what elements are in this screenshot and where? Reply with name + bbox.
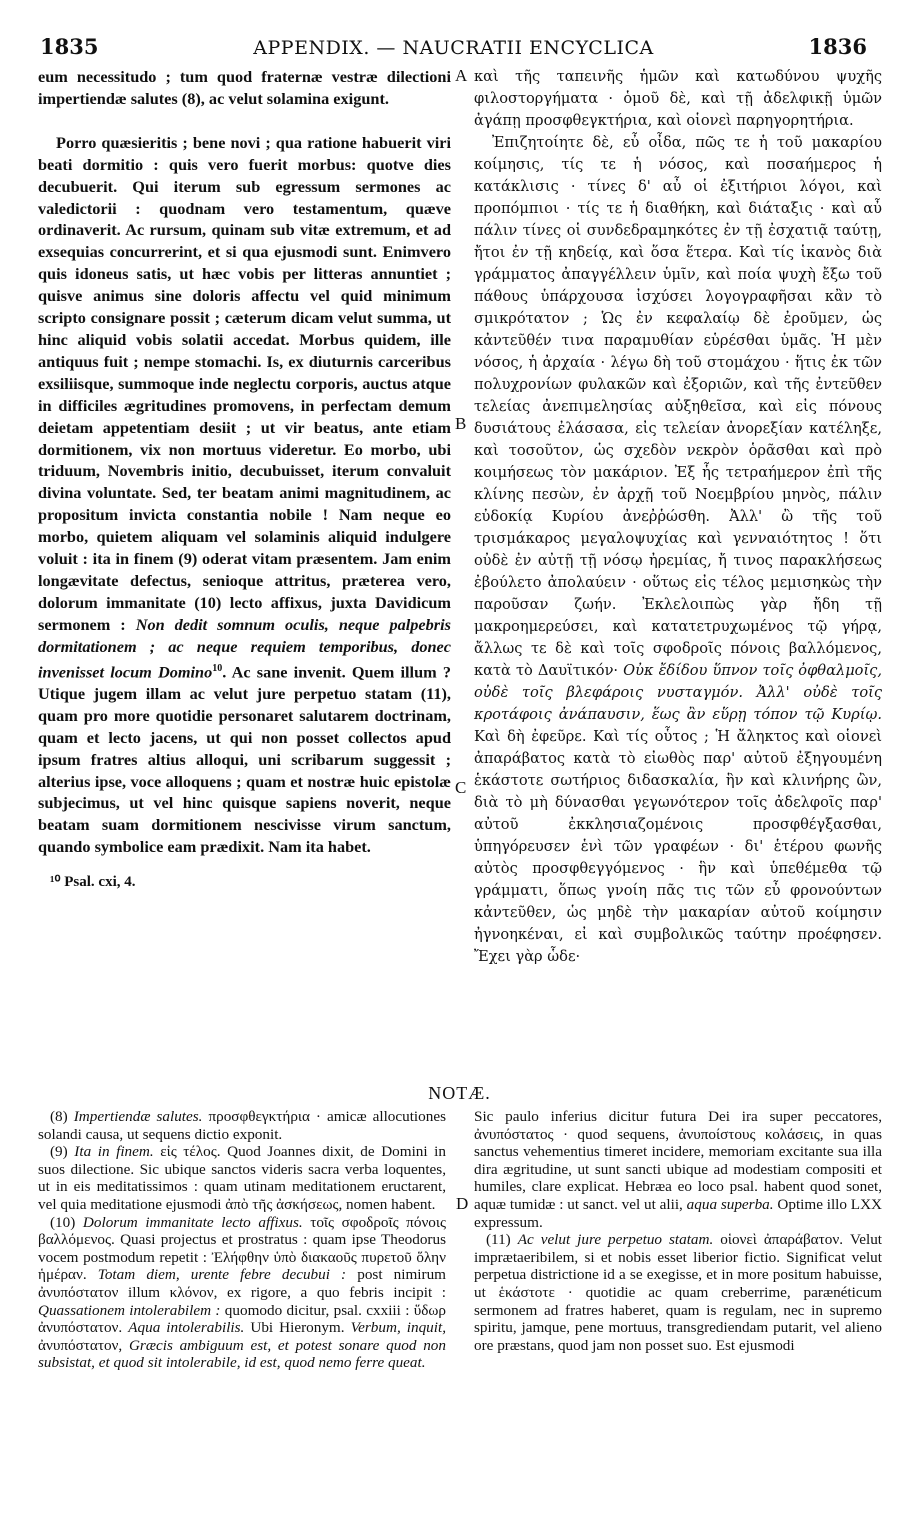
greek-paragraph-1: καὶ τῆς ταπεινῆς ἡμῶν καὶ κατωδύνου ψυχῆς φιλοστοργήματα · ὁμοῦ δὲ, καὶ τῇ ἀδελφικῇ ὑμῶν ἀγάπῃ προσφθεγκτήρια, καὶ οἱονεὶ παρηγορητήρια.: [474, 68, 882, 129]
note-10-italic-3: Aqua intolerabilis.: [128, 1319, 245, 1337]
latin-paragraph-2: [38, 132, 451, 858]
latin-paragraph-2-end: . Ac sane invenit. Quem illum ? Utique jugem illam ac velut jure perpetuo statam (11), quam pro more quotidie personaret salutarem doctrinam, quam et lecto jacens, ut qui non posset collectos apud ipsum fratres altius alloqui, uni scribarum suggessit ; alterius ipse, voce alloquens ; quam et nostræ huic epistolæ subjecimus, ut vel hinc quisque sapiens noverit, neque beatam suam dormitionem nescivisse virum sanctum, quando symbolice eam prædixit. Nam ita habet.: [38, 661, 451, 857]
latin-column: [38, 66, 451, 894]
latin-paragraph-1: eum necessitudo ; tum quod fraternæ vestræ dilectioni impertiendæ salutes (8), ac velut solamina exigunt.: [38, 67, 451, 108]
note-9-text: εἰς τέλος. Quod Joannes dixit, de Domini in suos dilectione. Sic ubique sanctos videris sacra verba loquentes, ut in eis meditatissimos : quam utinam meditationem eructarent, vel quia meditatione ejusmodi ἀπὸ τῆς ἀσκήσεως, nomen habent.: [38, 1143, 446, 1213]
note-10-text-e: ἀνυπόστατον,: [38, 1336, 129, 1354]
note-11-text: οἱονεὶ ἀπαράβατον. Velut imprætaeribilem, si et nobis esset liberior fictio. Significat velut perpetua districtione id a se exegisse, et in more positum habuisse, ut ἑκάστοτε · quotidie ac quam creberrime, parænéticum sermonem ad fratres haberet, quam is regulam, nec in supremo spiritu, jamque, pene mortuus, transgrediendam putarit, vel alieno ore præstans, quod jam non posset suo. Est ejusmodi: [474, 1231, 883, 1354]
note-9: [38, 1143, 446, 1213]
latin-psalm-quote: Non dedit somnum oculis, neque palpebris dormitationem ; ac neque requiem temporibus, donec invenisset locum Domino: [38, 614, 451, 681]
page-number-left: 1835: [40, 34, 99, 59]
note-10-label: (10): [50, 1213, 76, 1231]
note-10-text-g: Optime illo LXX expressum.: [474, 1195, 883, 1231]
greek-column: [474, 66, 882, 968]
note-10-italic-6: aqua superba.: [686, 1195, 774, 1213]
running-title: APPENDIX. — NAUCRATII ENCYCLICA: [253, 37, 654, 59]
latin-footnote: ¹⁰ Psal. cxi, 4.: [50, 874, 136, 891]
note-10-italic-1: Totam diem, urente febre decubui :: [97, 1266, 347, 1284]
note-11: [474, 1231, 882, 1354]
paragraph-gap: [38, 110, 451, 132]
running-header: [40, 34, 867, 62]
note-11-lemma: Ac velut jure perpetuo statam.: [517, 1231, 714, 1249]
note-10-italic-4: Verbum, inquit,: [350, 1319, 447, 1337]
margin-marker-b: B: [455, 414, 467, 433]
greek-paragraph-2: [474, 132, 882, 968]
note-10-italic-2: Quassationem intolerabilem :: [38, 1301, 221, 1319]
page-number-right: 1836: [808, 34, 867, 59]
margin-marker-a: A: [455, 66, 468, 85]
note-10-lemma: Dolorum immanitate lecto affixus.: [82, 1213, 303, 1231]
note-10-text-d: Ubi Hieronym.: [244, 1319, 351, 1337]
note-8-text: προσφθεγκτήρια · amicæ allocutiones solandi causa, ut sequens dictio exponit.: [38, 1108, 446, 1143]
greek-paragraph-2-end: Καὶ δὴ ἐφεῦρε. Καὶ τίς οὗτος ; Ἡ ἄληκτος καὶ οἱονεὶ ἀπαράβατος κατὰ τὸ εἰωθὸς παρ' αὐτοῦ ἐξηγουμένη ἑκάστοτε σωτήριος διδασκαλία, ἣν καὶ κλινήρης ὢν, διὰ τὸ μὴ δύνασθαι γεγωνότερον τοῖς ἀδελφοῖς παρ' αὐτοῦ ἐκκλησιαζομένοις προσφθέγξασθαι, ὑπηγόρευσεν ἑνὶ τῶν γραφέων · δι' ἑτέρου φωνῆς αὐτὸς προσφθεγγόμενος · ἣν καὶ ὑπεθέμεθα τῷ γράμματι, ὅπως γνοίη πᾶς τις τῶν εὖ φρονούντων κἀντεῦθεν, ὡς μηδὲ τὴν μακαρίαν αὐτοῦ κοίμησιν ἠγνοηκέναι, εἰ καὶ συμβολικῶς ταύτην προέφησεν. Ἔχει γὰρ ὧδε·: [474, 728, 882, 965]
greek-paragraph-2-text: Ἐπιζητοίητε δὲ, εὖ οἶδα, πῶς τε ἡ τοῦ μακαρίου κοίμησις, τίς τε ἡ νόσος, καὶ ποσαήμερος ἡ κατάκλισις · τίνες δ' αὖ οἱ ἐξιτήριοι λόγοι, καὶ προπόμπιοι · τίς τε ἡ διαθήκη, καὶ διάταξις · καὶ αὖ πάλιν τίνες οἱ συνδεδραμηκότες ἐν τῇ ἐσχατιᾷ ταύτῃ, ἤτοι ἐν τῇ κηδείᾳ, καὶ ὅσα ἕτερα. Καὶ τίς ἱκανὸς διὰ γράμματος ἀπαγγέλλειν ὑμῖν, καὶ ποία ψυχὴ ἔξω τοῦ πάθους ὑπάρχουσα ἰσχύσει λογογραφῆσαι κἂν τὸ σμικρότατον ; Ὡς ἐν κεφαλαίῳ δὲ ἐροῦμεν, ὡς κἀντεῦθέν τινα παραμυθίαν εὑρέσθαι ὑμᾶς. Ἡ μὲν νόσος, ἡ ἀρχαία · λέγω δὴ τοῦ στομάχου · ἥτις ἐκ τῶν πολυχρονίων φυλακῶν καὶ ἐξοριῶν, καὶ τῆς ἐντεῦθεν τελείας ἀνεπιμελησίας αὐξηθεῖσα, καὶ εἰς πόνους δυσιάτους ἐλάσασα, εἰς τελείαν ἀνορεξίαν κατέληξε, καὶ τοσοῦτον, ὡς σχεδὸν νεκρὸν ὁρᾶσθαι καὶ πρὸ κοιμήσεως τὸν μακάριον. Ἐξ ἧς τετραήμερον ἐπὶ τῆς κλίνης πεσὼν, ἐν ἀρχῇ τοῦ Νοεμβρίου μηνὸς, πάλιν εὐδοκίᾳ Κυρίου ἀνεῤῥώσθη. Ἀλλ' ὢ τῆς τοῦ τρισμάκαρος μεγαλοψυχίας καὶ γενναιότητος ! ὅτι οὐδὲ ἐν αὐτῇ τῇ νόσῳ ἠρεμίας, ἤ τινος παρακλήσεως ἐβούλετο ἀπολαύειν · οὕτως εἰς τέλος μεμισηκὼς τὴν παροῦσαν ζωήν. Ἐκλελοιπὼς γὰρ ἤδη τῇ μακροημερεύσει, καὶ κατατετρυχωμένος τῷ γήρᾳ, ἄλλως τε δὲ καὶ τοῖς σφοδροῖς πόνοις βαλλόμενος, κατὰ τὸ Δαυϊτικόν·: [474, 134, 882, 679]
note-10-text-b: post nimirum ἀνυπόστατον illum κλόνον, ex rigore, a quo febris incipit :: [38, 1266, 446, 1301]
notes-column-right: [474, 1108, 882, 1354]
note-10-text-a: τοῖς σφοδροῖς πόνοις βαλλόμενος. Quasi projectus et prostratus : quam ipse Theodorus vocem postmodum repetit : Ἐλήφθην ὑπὸ διακαοῦς πυρετοῦ ὅλην ἡμέραν.: [38, 1213, 446, 1284]
note-10: [38, 1214, 446, 1372]
note-11-label: (11): [486, 1231, 511, 1249]
note-8: [38, 1108, 446, 1143]
margin-marker-c: C: [455, 778, 467, 797]
note-9-label: (9): [50, 1143, 68, 1161]
notes-column-left: [38, 1108, 446, 1372]
note-8-lemma: Impertiendæ salutes.: [73, 1108, 203, 1125]
notes-heading: NOTÆ.: [428, 1083, 491, 1103]
latin-quote-ref: 10: [212, 662, 223, 674]
note-10-text-f: Sic paulo inferius dicitur futura Dei ira super peccatores, ἀνυπόστατος · quod sequens, ἀνυποίστους κολάσεις, in quas sanctus vehementius timeret incidere, memoriam excitante sua illa dira ægritudine, ut sunt sancti ubique ad modestiam compositi et humiles, clare explicat. Hebræa eo loco psal. habent quod sonet, aquæ tumidæ : ut sanct. vel ut alii,: [474, 1108, 882, 1213]
greek-psalm-quote: Οὐκ ἔδίδου ὕπνον τοῖς ὀφθαλμοῖς, οὐδὲ τοῖς βλεφάροις νυσταγμόν. Ἀλλ' οὐδὲ τοῖς κροτάφοις ἀνάπαυσιν, ἕως ἂν εὕρῃ τόπον τῷ Κυρίῳ.: [474, 662, 882, 723]
margin-marker-d: D: [456, 1194, 469, 1213]
note-9-lemma: Ita in finem.: [74, 1143, 154, 1161]
note-10-italic-5: Græcis ambiguum est, et potest sonare quod non subsistat, et quod sit intolerabile, id est, quod nemo ferre queat.: [38, 1336, 446, 1372]
note-10-continued: [474, 1108, 882, 1231]
latin-paragraph-2-text: Porro quæsieritis ; bene novi ; qua ratione habuerit viri beati dormitio : quis vero fuerit morbus: quotve dies decubuerit. Qui iterum sub egressum sermones ac valedictorii : quodnam vero testamentum, quæve ordinaverit. Ac rursum, quinam sub vitæ extremum, et ad exsequias concurrerint, et si qua ejusmodi sunt. Enimvero quis idoneus satis, ut hæc vobis per litteras annuntiet ; quisve animus sine doloris affectu vel quid minimum scripto consignare possit ; cæterum dicam velut summa, ut hinc aliquid vobis solatii accedat. Morbus quidem, ille antiquus fuit ; nempe stomachi. Is, ex diuturnis carceribus exsiliisque, summoque inde neglectu corporis, auctus atque in difficiles ægritudines promovens, in perfectam demum deietam appetentiam desiit ; ut vir beatus, ante etiam dormitionem, vix non mortuus videretur. Eo morbo, ubi triduum, Novembris initio, decubuisset, iterum convaluit divina voluntate. Sed, ter beatam animi magnitudinem, ac propositum invicta constantia nobile ! Nam neque eo morbo, quietem aliquam vel solaminis aliquid indulgere voluit : ita in finem (9) oderat vitam præsentem. Jam enim longævitate defectus, senioque attritus, præterea vero, dolorum immanitate (10) lecto affixus, juxta Davidicum sermonem :: [38, 132, 451, 634]
note-10-text-c: quomodo dicitur, psal. cxxiii : ὕδωρ ἀνυπόστατον.: [38, 1301, 447, 1337]
note-8-label: (8): [50, 1108, 68, 1125]
